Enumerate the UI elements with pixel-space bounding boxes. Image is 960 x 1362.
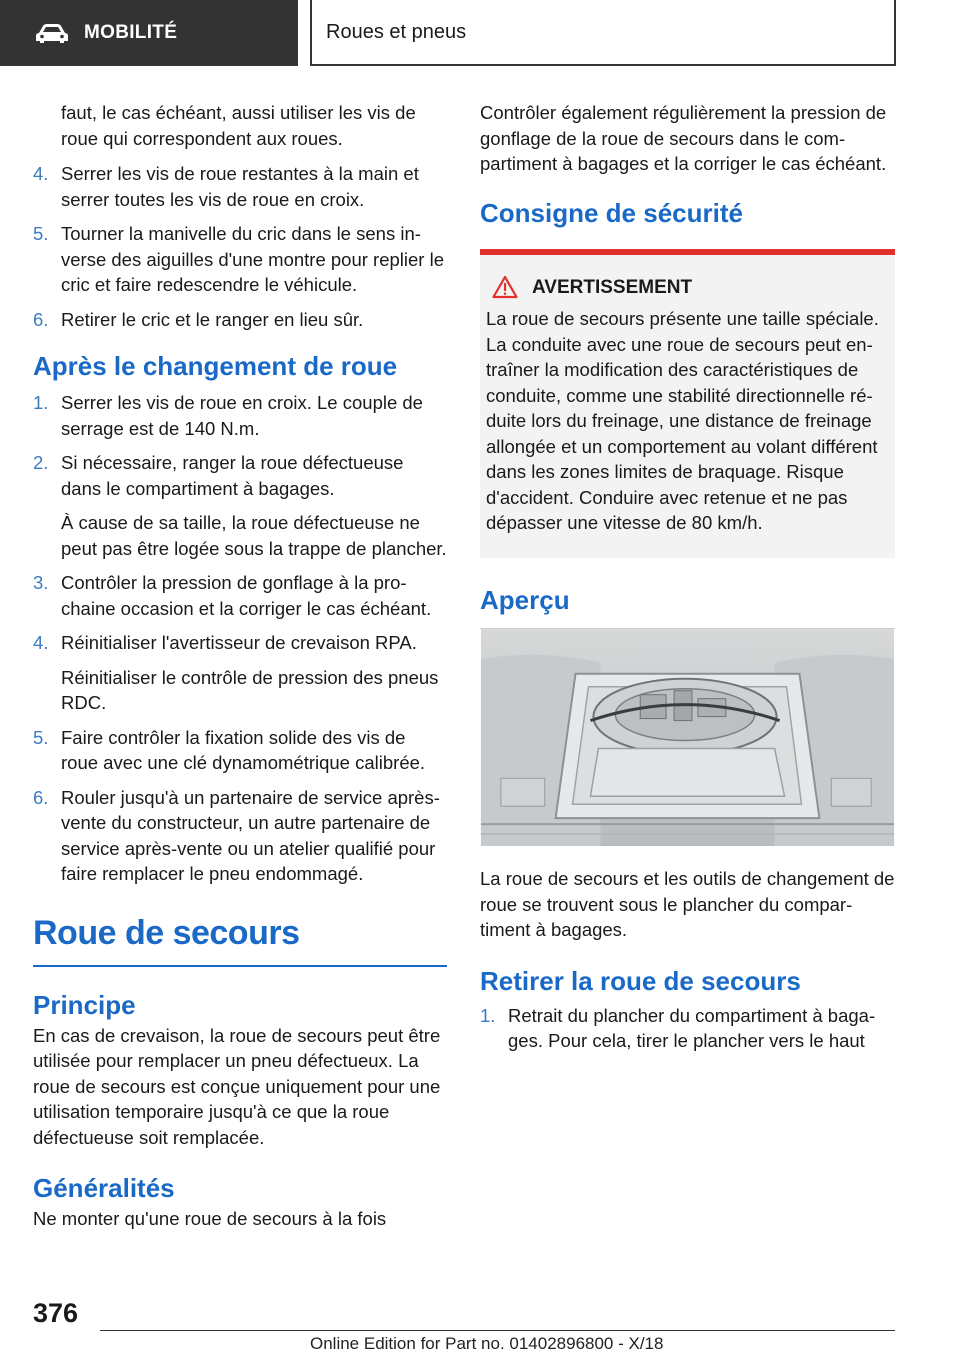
list-item <box>33 450 447 501</box>
step-note: Réinitialiser le contrôle de pression des pneus RDC. <box>61 666 439 713</box>
spare-wheel-heading: Roue de secours <box>33 913 447 967</box>
list-item <box>33 725 447 776</box>
safety-heading: Consigne de sécurité <box>480 197 743 228</box>
step-number: 1. <box>33 392 49 413</box>
page-header <box>0 0 960 66</box>
step-text: Retrait du plancher du compartiment à bagages. Pour cela, tirer le plancher vers le haut <box>508 1004 876 1051</box>
continued-paragraph: faut, le cas échéant, aussi utiliser les vis de roue qui correspondent aux roues. <box>61 102 416 149</box>
list-item <box>33 390 447 441</box>
step-number: 4. <box>33 163 49 184</box>
step-text: Rouler jusqu'à un partenaire de service après-vente du constructeur, un autre partenaire de service après-vente ou un atelier qualifié pour faire remplacer le pneu endommagé. <box>61 786 440 884</box>
step-number: 6. <box>33 786 49 808</box>
list-item <box>33 785 447 887</box>
overview-heading: Aperçu <box>480 584 570 615</box>
step-text: Si nécessaire, ranger la roue défectueuse dans le compartiment à bagages. <box>61 452 404 499</box>
step-text: Serrer les vis de roue restantes à la main et serrer toutes les vis de roue en croix. <box>61 163 419 210</box>
step-note: À cause de sa taille, la roue défectueuse ne peut pas être logée sous la trappe de plancher. <box>61 512 447 559</box>
list-item <box>480 1003 895 1054</box>
figure-caption: La roue de secours et les outils de changement de roue se trouvent sous le plancher du compartiment à bagages. <box>480 868 895 940</box>
list-item <box>33 570 447 621</box>
warning-text: La roue de secours présente une taille spéciale. La conduite avec une roue de secours peut entraîner la modification des caractéristiques de conduite, comme une stabilité directionnelle réduite lors du freinage, une distance de freinage allongée et un comportement au volant différent dans les zones limites de braquage. Risque d'accident. Conduire avec retenue et ne pas dépasser une vitesse de 80 km/h. <box>486 308 879 533</box>
general-heading: Généralités <box>33 1173 175 1203</box>
car-icon <box>34 21 70 45</box>
step-number: 4. <box>33 632 49 653</box>
after-change-heading: Après le changement de roue <box>33 351 398 381</box>
list-item <box>33 161 447 212</box>
principle-text: En cas de crevaison, la roue de secours peut être utilisée pour remplacer un pneu défectueux. La roue de secours est conçue uniquement pour une utilisation temporaire jusqu'à ce que la roue défectueuse soit remplacée. <box>33 1024 441 1148</box>
trunk-spare-wheel-illustration <box>480 628 895 846</box>
step-number: 1. <box>480 1004 496 1026</box>
page-number: 376 <box>33 1298 79 1328</box>
section-label: MOBILITÉ <box>84 22 178 43</box>
right-column <box>480 100 895 1063</box>
step-text: Serrer les vis de roue en croix. Le couple de serrage est de 140 N.m. <box>61 392 423 439</box>
footer-divider <box>100 1330 895 1331</box>
warning-box <box>480 249 895 558</box>
warning-label: AVERTISSEMENT <box>532 276 693 298</box>
step-text: Faire contrôler la fixation solide des vis de roue avec une clé dynamométrique calibrée. <box>61 726 426 773</box>
warning-triangle-icon <box>492 275 518 299</box>
general-text: Ne monter qu'une roue de secours à la fois <box>33 1208 387 1229</box>
step-number: 5. <box>33 726 49 748</box>
chapter-title: Roues et pneus <box>326 20 467 43</box>
remove-spare-heading: Retirer la roue de secours <box>480 965 801 996</box>
warning-header <box>486 275 887 301</box>
step-text: Contrôler la pression de gonflage à la prochaine occasion et la corriger le cas échéant. <box>61 572 432 619</box>
left-column <box>33 100 447 1242</box>
continued-paragraph: Contrôler également régulièrement la pression de gonflage de la roue de secours dans le compartiment à bagages et la corriger le cas échéant. <box>480 102 887 174</box>
step-number: 6. <box>33 308 49 330</box>
step-text: Retirer le cric et le ranger en lieu sûr. <box>61 308 364 330</box>
step-number: 2. <box>33 452 49 473</box>
principle-heading: Principe <box>33 989 136 1020</box>
list-item <box>33 221 447 298</box>
list-item <box>33 630 447 656</box>
step-text: Tourner la manivelle du cric dans le sens inverse des aiguilles d'une montre pour replier le cric et faire redescendre le véhicule. <box>61 223 444 295</box>
step-text: Réinitialiser l'avertisseur de crevaison RPA. <box>61 632 417 653</box>
edition-note: Online Edition for Part no. 01402896800 - X/18 <box>310 1334 664 1353</box>
section-tab[interactable] <box>0 0 298 66</box>
chapter-title-box <box>310 0 896 66</box>
list-item <box>33 307 447 333</box>
step-number: 3. <box>33 572 49 593</box>
step-number: 5. <box>33 223 49 244</box>
